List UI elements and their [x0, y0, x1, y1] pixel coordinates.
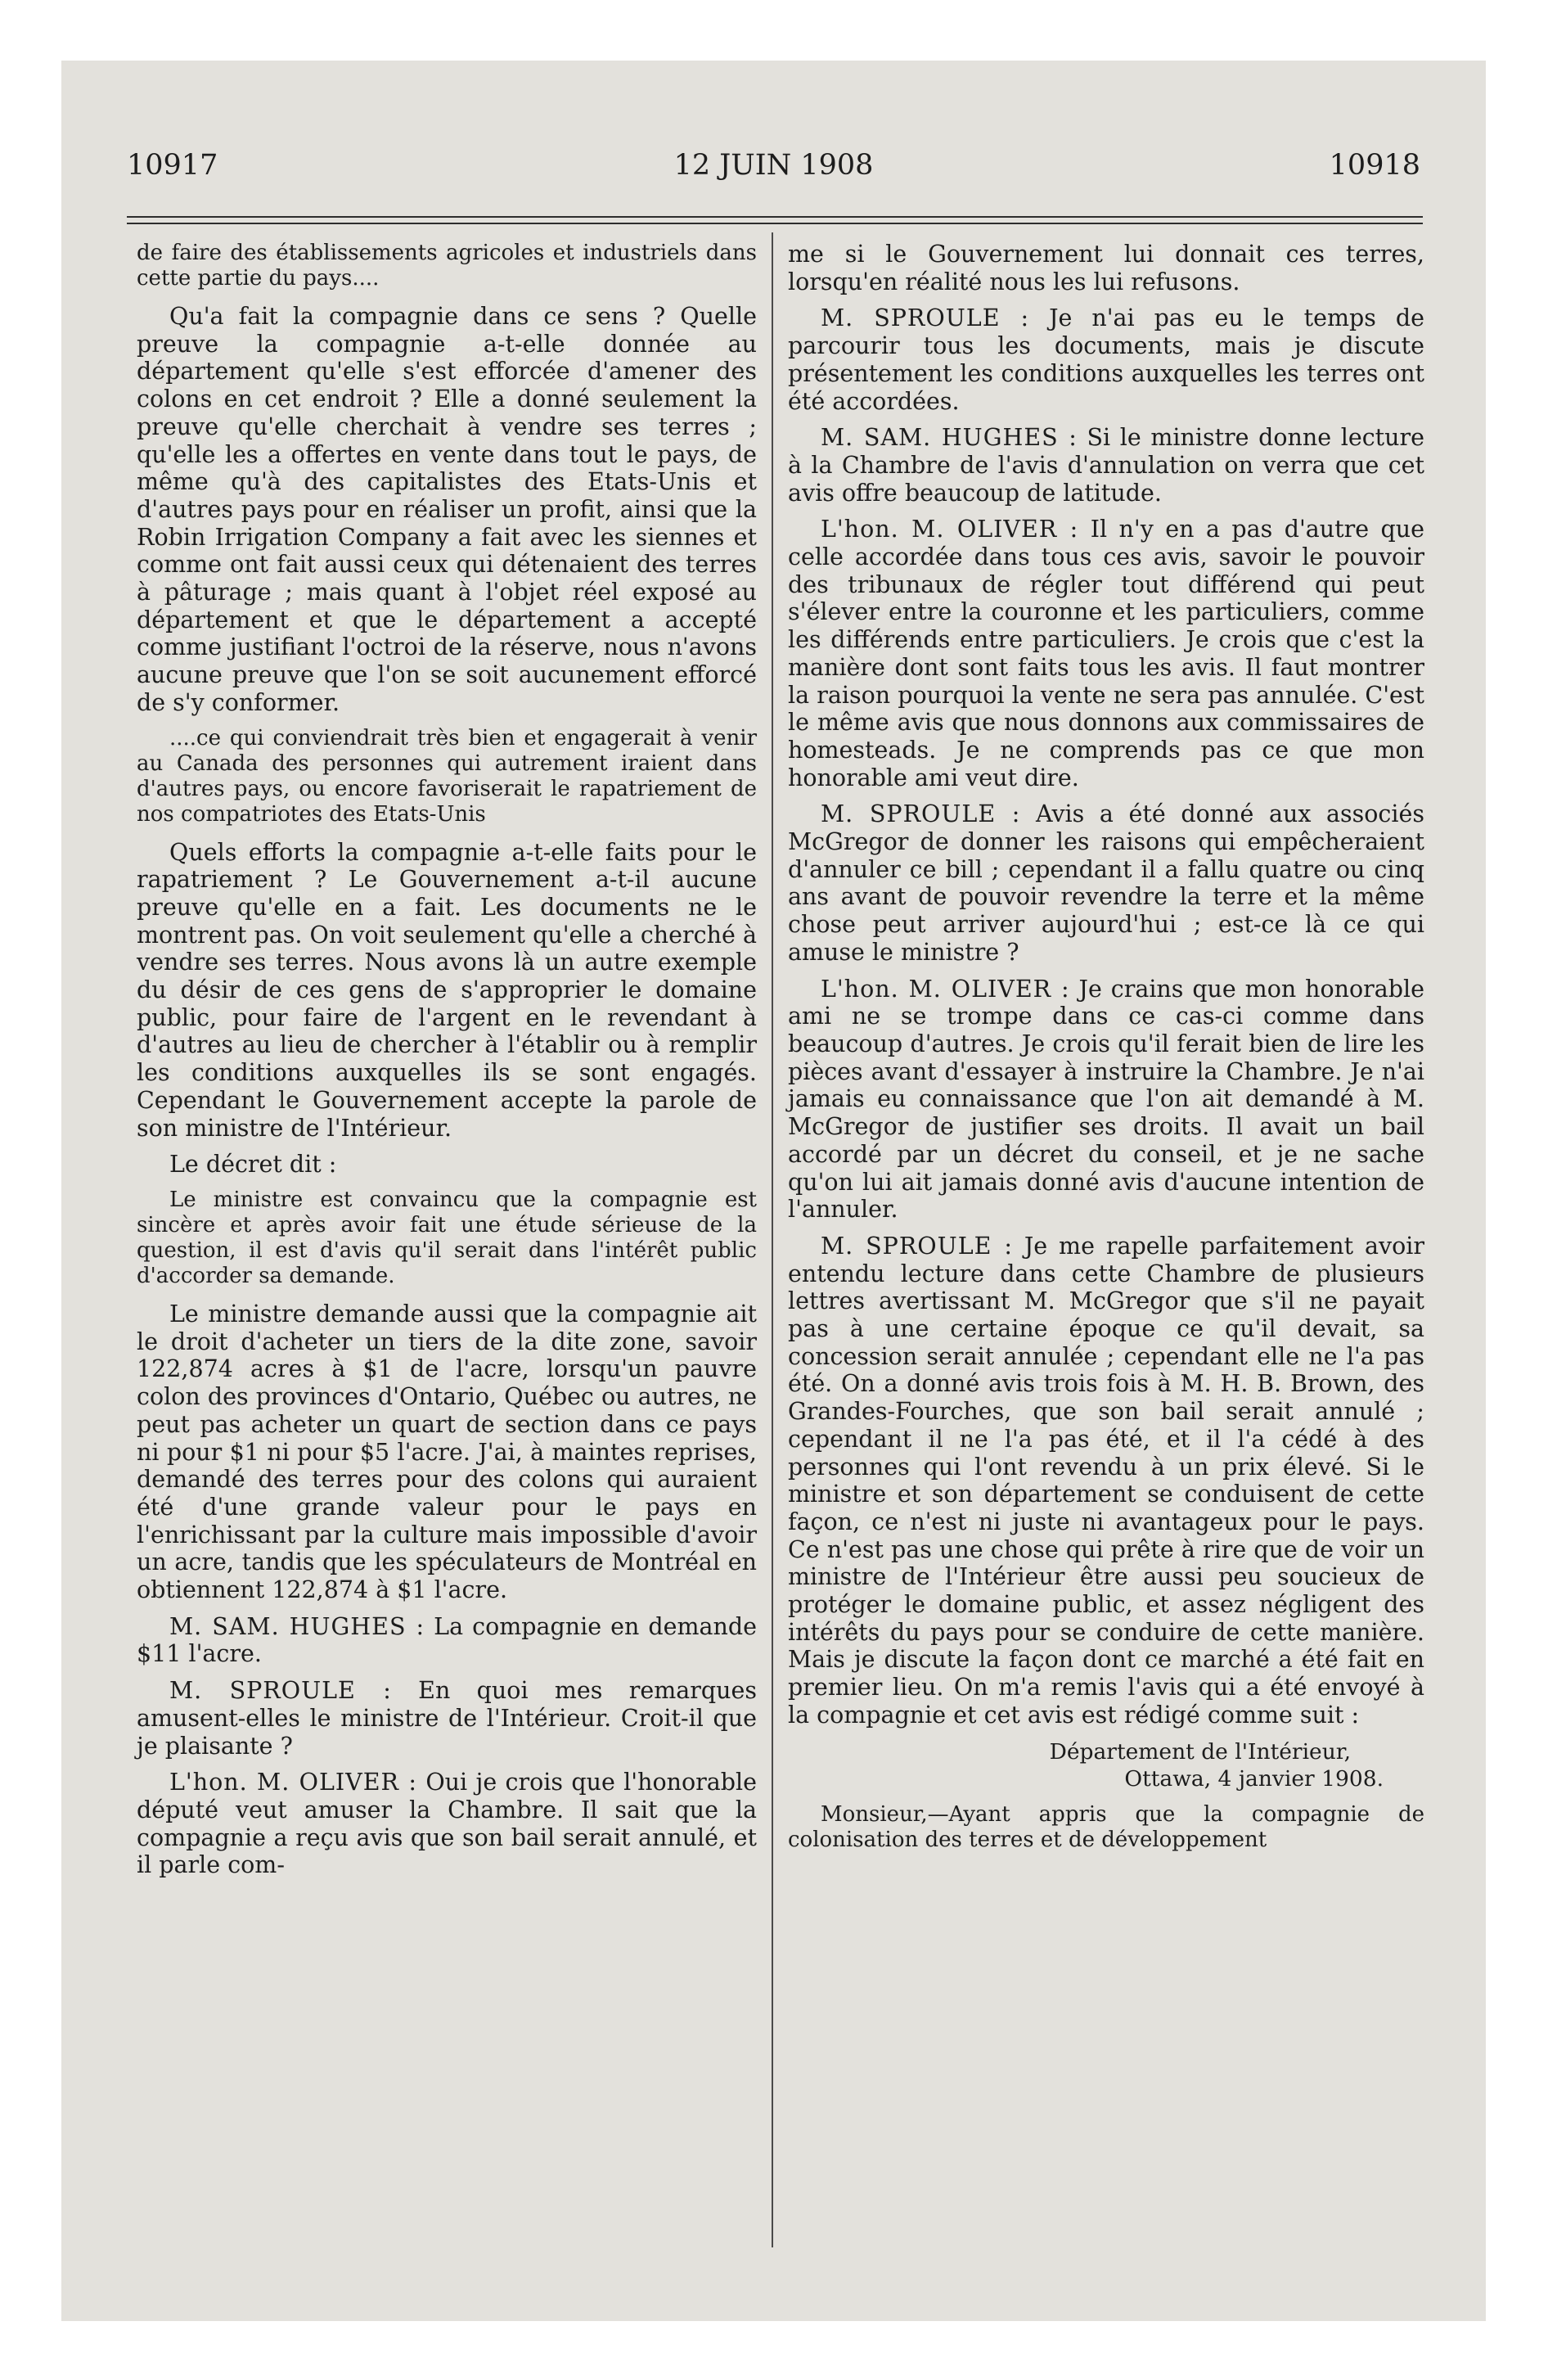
right-column: [788, 241, 1424, 1864]
speech: [788, 800, 1424, 966]
speaker-name: L'hon. M. OLIVER :: [821, 975, 1070, 1003]
quotation: ....ce qui conviendrait très bien et engagerait à venir au Canada des personnes qui autrement iraient dans d'autres pays, ou encore favoriserait le rapatriement de nos compatriotes des Etats-Unis: [137, 725, 757, 827]
paragraph: de faire des établissements agricoles et industriels dans cette partie du pays....: [137, 241, 757, 291]
speech: [788, 304, 1424, 415]
speech-text: En quoi mes remarques amusent-elles le ministre de l'Intérieur. Croit-il que je plaisante ?: [137, 1677, 757, 1760]
paragraph: me si le Gouvernement lui donnait ces terres, lorsqu'en réalité nous les lui refusons.: [788, 241, 1424, 295]
letter-sender: Département de l'Intérieur,: [1049, 1738, 1351, 1765]
speaker-name: M. SPROULE :: [821, 304, 1030, 332]
speech-text: Je me rapelle parfaitement avoir entendu lecture dans cette Chambre de plusieurs lettres avertissant M. McGregor que s'il ne payait pas à une certaine époque ce qu'il devait, sa concession serait annulée ; cependant elle ne l'a pas été. On a donné avis trois fois à M. H. B. Brown, des Grandes-Fourches, que son bail serait annulé ; cependant il ne l'a pas été, et il l'a cédé à des personnes qui l'ont revendu à un prix élevé. Si le ministre et son département se conduisent de cette façon, ce n'est ni juste ni avantageux pour le pays. Ce n'est pas une chose qui prête à rire que de voir un ministre de l'Intérieur être aussi peu soucieux de protéger le domaine public, et assez négligent des intérêts du pays pour se conduire de cette manière. Mais je discute la façon dont ce marché a été fait en premier lieu. On m'a remis l'avis qui a été envoyé à la compagnie et cet avis est rédigé comme suit :: [788, 1232, 1424, 1729]
page-header: [61, 149, 1486, 198]
letter-body: Monsieur,—Ayant appris que la compagnie de colonisation des terres et de développement: [788, 1801, 1424, 1852]
paragraph: Le décret dit :: [169, 1151, 337, 1179]
letter-place-date: Ottawa, 4 janvier 1908.: [1124, 1766, 1384, 1792]
speech: [137, 1769, 757, 1879]
speech: [137, 1677, 757, 1760]
paragraph: Le ministre demande aussi que la compagnie ait le droit d'acheter un tiers de la dite zone, savoir 122,874 acres à $1 de l'acre, lorsqu'un pauvre colon des provinces d'Ontario, Québec ou autres, ne peut pas acheter un quart de section dans ce pays ni pour $1 ni pour $5 l'acre. J'ai, à maintes reprises, demandé des terres pour des colons qui auraient été d'une grande valeur pour le pays en l'enrichissant par la culture mais impossible d'avoir un acre, tandis que les spéculateurs de Montréal en obtiennent 122,874 à $1 l'acre.: [137, 1300, 757, 1604]
paragraph: Quels efforts la compagnie a-t-elle faits pour le rapatriement ? Le Gouvernement a-t-il aucune preuve qu'elle en a fait. Les documents ne le montrent pas. On voit seulement qu'elle a cherché à vendre ses terres. Nous avons là un autre exemple du désir de ces gens de s'approprier le domaine public, pour faire de l'argent en le revendant à d'autres au lieu de chercher à l'établir ou à remplir les conditions auxquelles ils se sont engagés. Cependant le Gouvernement accepte la parole de son ministre de l'Intérieur.: [137, 838, 757, 1142]
page-sheet: [61, 61, 1486, 2321]
speech-text: Je crains que mon honorable ami ne se trompe dans ce cas-ci comme dans beaucoup d'autres. Je crois qu'il ferait bien de lire les pièces avant d'essayer à instruire la Chambre. Je n'ai jamais eu connaissance que l'on ait demandé à M. McGregor de justifier ses droits. Il avait un bail accordé par un décret du conseil, et je ne sache qu'on lui ait jamais donné avis d'aucune intention de l'annuler.: [788, 975, 1424, 1224]
speaker-name: M. SAM. HUGHES :: [169, 1612, 425, 1640]
speaker-name: M. SPROULE :: [821, 1232, 1013, 1260]
header-date: 12 JUIN 1908: [673, 149, 874, 182]
page-number-right: 10918: [1329, 149, 1420, 182]
header-rule-bottom: [127, 223, 1423, 224]
speech-text: La compagnie en demande $11 l'acre.: [137, 1612, 757, 1668]
speech-text: Je n'ai pas eu le temps de parcourir tous les documents, mais je discute présentement les conditions auxquelles les terres ont été accordées.: [788, 304, 1424, 415]
speaker-name: L'hon. M. OLIVER :: [821, 516, 1079, 543]
speech: [788, 976, 1424, 1224]
paragraph: Qu'a fait la compagnie dans ce sens ? Quelle preuve la compagnie a-t-elle donnée au département qu'elle s'est efforcée d'amener des colons en cet endroit ? Elle a donné seulement la preuve qu'elle cherchait à vendre ses terres ; qu'elle les a offertes en vente dans tout le pays, de même qu'à des capitalistes des Etats-Unis et d'autres pays pour en réaliser un profit, ainsi que la Robin Irrigation Company a fait avec les siennes et comme ont fait aussi ceux qui détenaient des terres à pâturage ; mais quant à l'objet réel exposé au département et que le département a accepté comme justifiant l'octroi de la réserve, nous n'avons aucune preuve que l'on se soit aucunement efforcé de s'y conformer.: [137, 303, 757, 716]
speaker-name: L'hon. M. OLIVER :: [169, 1769, 417, 1796]
speech: [788, 1233, 1424, 1729]
speech: [137, 1613, 757, 1668]
speaker-name: M. SPROULE :: [169, 1677, 392, 1705]
header-rule-top: [127, 216, 1423, 218]
speech-text: Si le ministre donne lecture à la Chambre de l'avis d'annulation on verra que cet avis offre beaucoup de latitude.: [788, 424, 1424, 507]
speaker-name: M. SPROULE :: [821, 800, 1021, 828]
column-divider: [772, 232, 773, 2247]
page-number-left: 10917: [127, 149, 218, 182]
speaker-name: M. SAM. HUGHES :: [821, 424, 1078, 452]
speech-text: Avis a été donné aux associés McGregor de donner les raisons qui empêcheraient d'annuler ce bill ; cependant il a fallu quatre ou cinq ans avant de pouvoir revendre la terre et la même chose peut arriver aujourd'hui ; est-ce là ce qui amuse le ministre ?: [788, 800, 1424, 966]
left-column: [137, 241, 757, 1888]
speech: [788, 424, 1424, 507]
quotation: Le ministre est convaincu que la compagnie est sincère et après avoir fait une étude sérieuse de la question, il est d'avis qu'il serait dans l'intérêt public d'accorder sa demande.: [137, 1187, 757, 1288]
speech: [788, 516, 1424, 791]
speech-text: Oui je crois que l'honorable député veut amuser la Chambre. Il sait que la compagnie a reçu avis que son bail serait annulé, et il parle com-: [137, 1769, 757, 1879]
speech-text: Il n'y en a pas d'autre que celle accordée dans tous ces avis, savoir le pouvoir des tribunaux de régler tout différend qui peut s'élever entre la couronne et les particuliers, comme les différends entre particuliers. Je crois que c'est la manière dont sont faits tous les avis. Il faut montrer la raison pourquoi la vente ne sera pas annulée. C'est le même avis que nous donnons aux commissaires de homesteads. Je ne comprends pas ce que mon honorable ami veut dire.: [788, 516, 1424, 791]
